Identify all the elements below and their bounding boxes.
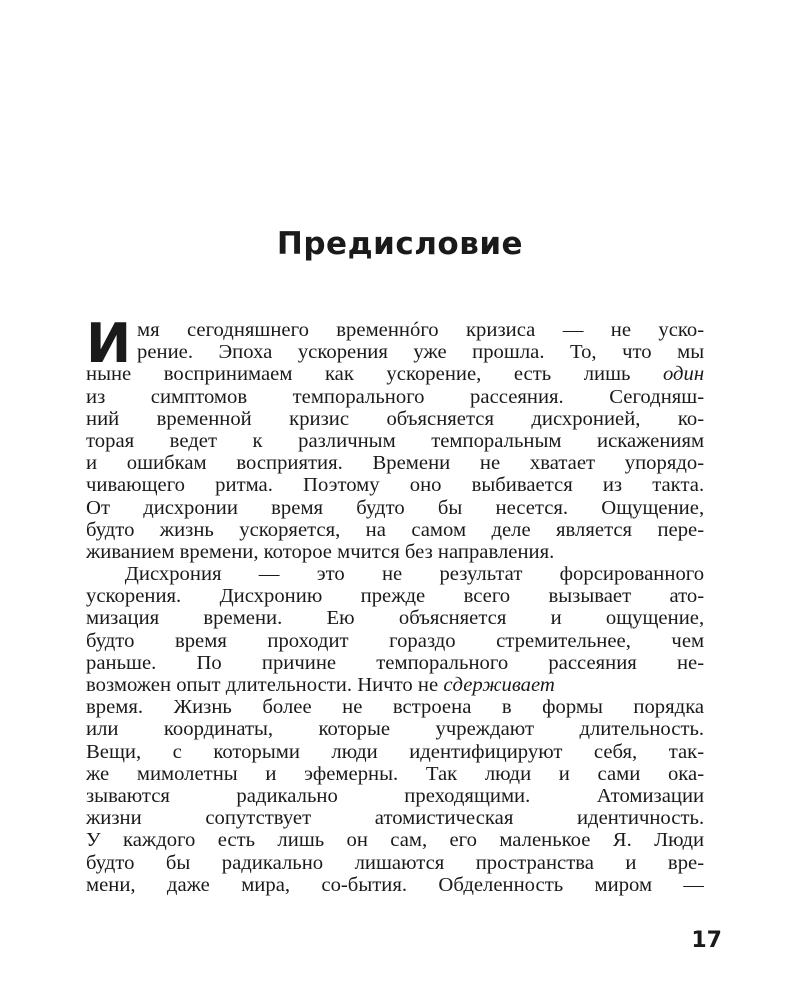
text-line: торая ведет к различным темпоральным искажениям [86, 429, 705, 452]
text-segment: ныне воспринимаем как ускорение, есть лишь [86, 363, 663, 386]
text-line: живанием времени, которое мчится без направления. [86, 540, 555, 563]
text-line [86, 674, 704, 696]
text-line: раньше. По причине темпорального рассеяния не- [86, 651, 705, 674]
text-line: будто жизнь ускоряется, на самом деле является пере- [86, 518, 705, 541]
text-line: ускорения. Дисхронию прежде всего вызывает ато- [86, 585, 705, 608]
drop-cap: И [86, 312, 132, 375]
text-line: из симптомов темпорального рассеяния. Сегодняш- [86, 385, 705, 408]
emphasis-text: сдерживает [443, 674, 555, 696]
text-line: мени, даже мира, со-бытия. Обделенность миром — [86, 873, 705, 896]
text-line: будто бы радикально лишаются пространства и вре- [86, 851, 705, 874]
text-line: ний временной кризис объясняется дисхронией, ко- [86, 407, 705, 430]
page-number: 17 [691, 928, 722, 953]
text-line: У каждого есть лишь он сам, его маленькое Я. Люди [86, 829, 705, 852]
text-line: или координаты, которые учреждают длительность. [86, 718, 705, 741]
text-line: и ошибкам восприятия. Времени не хватает упорядо- [86, 452, 705, 475]
text-line: От дисхронии время будто бы несется. Ощущение, [86, 496, 705, 519]
text-line: время. Жизнь более не встроена в формы порядка [86, 696, 705, 719]
body-text [86, 312, 705, 896]
text-line: чивающего ритма. Поэтому оно выбивается из такта. [86, 474, 705, 497]
text-line: жизни сопутствует атомистическая идентичность. [86, 807, 705, 830]
text-line: будто время проходит гораздо стремительнее, чем [86, 629, 705, 652]
text-line: мя сегодняшнего временнóго кризиса — не уско- [137, 319, 705, 341]
text-line [86, 363, 704, 385]
text-segment: возможен опыт длительности. Ничто не [86, 674, 444, 696]
text-line: Вещи, с которыми люди идентифицируют себя, так- [86, 740, 705, 763]
chapter-title: Предисловие [276, 226, 524, 262]
text-line: мизация времени. Ею объясняется и ощущение, [86, 607, 705, 630]
text-line: же мимолетны и эфемерны. Так люди и сами ока- [86, 762, 705, 785]
text-line: рение. Эпоха ускорения уже прошла. То, что мы [137, 341, 705, 364]
text-line: зываются радикально преходящими. Атомизации [86, 784, 705, 807]
emphasis-text: один [662, 363, 705, 386]
text-line: Дисхрония — это не результат форсированного [124, 563, 705, 586]
